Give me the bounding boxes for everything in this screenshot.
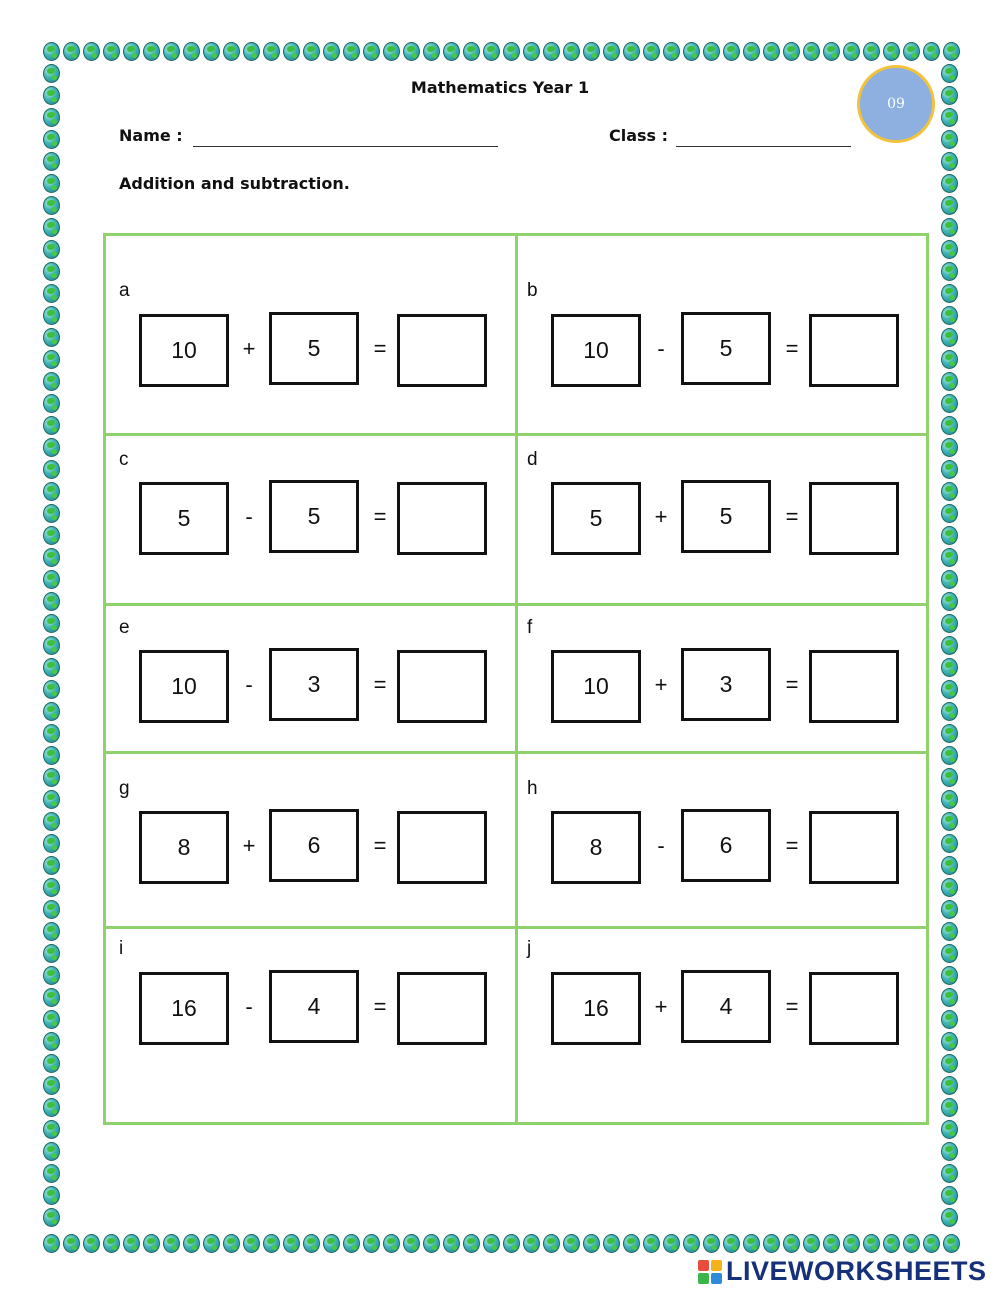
globe-icon bbox=[841, 1232, 861, 1254]
globe-icon bbox=[939, 986, 959, 1008]
globe-icon bbox=[501, 40, 521, 62]
globe-icon bbox=[41, 458, 61, 480]
globe-icon bbox=[41, 634, 61, 656]
problem-letter: j bbox=[527, 938, 532, 959]
globe-icon bbox=[861, 1232, 881, 1254]
answer-box[interactable] bbox=[397, 482, 487, 555]
globe-icon bbox=[401, 1232, 421, 1254]
operator-sign: + bbox=[654, 672, 668, 697]
globe-icon bbox=[41, 546, 61, 568]
problem-letter: h bbox=[527, 778, 538, 799]
globe-icon bbox=[61, 40, 81, 62]
globe-icon bbox=[321, 40, 341, 62]
globe-icon bbox=[361, 1232, 381, 1254]
globe-icon bbox=[939, 678, 959, 700]
globe-icon bbox=[761, 1232, 781, 1254]
globe-icon bbox=[541, 1232, 561, 1254]
globe-icon bbox=[41, 150, 61, 172]
globe-icon bbox=[581, 40, 601, 62]
globe-icon bbox=[901, 40, 921, 62]
grid-divider-row-2 bbox=[106, 603, 926, 606]
globe-icon bbox=[939, 282, 959, 304]
globe-icon bbox=[41, 876, 61, 898]
globe-icon bbox=[41, 1030, 61, 1052]
globe-icon bbox=[861, 40, 881, 62]
globe-icon bbox=[801, 40, 821, 62]
operator-sign: - bbox=[657, 833, 665, 858]
globe-icon bbox=[41, 766, 61, 788]
globe-icon bbox=[41, 194, 61, 216]
operand-box-right: 6 bbox=[269, 809, 359, 882]
decorative-border-bottom bbox=[41, 1232, 961, 1254]
globe-icon bbox=[201, 40, 221, 62]
worksheet-subtitle: Addition and subtraction. bbox=[119, 174, 350, 193]
globe-icon bbox=[521, 1232, 541, 1254]
globe-icon bbox=[939, 1008, 959, 1030]
equals-sign: = bbox=[785, 994, 799, 1019]
globe-icon bbox=[141, 1232, 161, 1254]
globe-icon bbox=[939, 612, 959, 634]
globe-icon bbox=[341, 40, 361, 62]
globe-icon bbox=[41, 920, 61, 942]
globe-icon bbox=[939, 238, 959, 260]
globe-icon bbox=[261, 40, 281, 62]
operand-box-right: 5 bbox=[681, 480, 771, 553]
grid-divider-vertical bbox=[515, 236, 518, 1122]
globe-icon bbox=[181, 1232, 201, 1254]
liveworksheets-logo bbox=[698, 1256, 987, 1287]
globe-icon bbox=[681, 1232, 701, 1254]
globe-icon bbox=[601, 40, 621, 62]
globe-icon bbox=[41, 260, 61, 282]
globe-icon bbox=[939, 722, 959, 744]
globe-icon bbox=[939, 568, 959, 590]
globe-icon bbox=[101, 40, 121, 62]
globe-icon bbox=[939, 854, 959, 876]
grid-divider-row-1 bbox=[106, 433, 926, 436]
globe-icon bbox=[41, 1118, 61, 1140]
name-label: Name : bbox=[119, 126, 183, 145]
globe-icon bbox=[41, 370, 61, 392]
globe-icon bbox=[361, 40, 381, 62]
worksheet-title: Mathematics Year 1 bbox=[410, 78, 590, 97]
grid-divider-row-3 bbox=[106, 751, 926, 754]
operator-sign: - bbox=[245, 504, 253, 529]
globe-icon bbox=[81, 40, 101, 62]
globe-icon bbox=[939, 964, 959, 986]
globe-icon bbox=[939, 392, 959, 414]
operator-sign: + bbox=[654, 994, 668, 1019]
globe-icon bbox=[939, 590, 959, 612]
globe-icon bbox=[41, 128, 61, 150]
operand-box-left: 5 bbox=[139, 482, 229, 555]
operand-box-left: 5 bbox=[551, 482, 641, 555]
globe-icon bbox=[181, 40, 201, 62]
globe-icon bbox=[939, 766, 959, 788]
globe-icon bbox=[161, 1232, 181, 1254]
answer-box[interactable] bbox=[809, 314, 899, 387]
globe-icon bbox=[281, 1232, 301, 1254]
problem-letter: i bbox=[119, 938, 124, 959]
globe-icon bbox=[701, 1232, 721, 1254]
globe-icon bbox=[421, 40, 441, 62]
globe-icon bbox=[301, 40, 321, 62]
globe-icon bbox=[41, 678, 61, 700]
globe-icon bbox=[941, 40, 961, 62]
globe-icon bbox=[481, 1232, 501, 1254]
operand-box-left: 10 bbox=[551, 650, 641, 723]
globe-icon bbox=[939, 1030, 959, 1052]
equals-sign: = bbox=[373, 994, 387, 1019]
globe-icon bbox=[301, 1232, 321, 1254]
globe-icon bbox=[241, 1232, 261, 1254]
answer-box[interactable] bbox=[809, 650, 899, 723]
globe-icon bbox=[41, 568, 61, 590]
globe-icon bbox=[801, 1232, 821, 1254]
globe-icon bbox=[41, 744, 61, 766]
globe-icon bbox=[939, 128, 959, 150]
globe-icon bbox=[41, 392, 61, 414]
globe-icon bbox=[41, 1162, 61, 1184]
class-input-line[interactable] bbox=[676, 146, 851, 147]
globe-icon bbox=[939, 194, 959, 216]
globe-icon bbox=[41, 348, 61, 370]
globe-icon bbox=[939, 744, 959, 766]
globe-icon bbox=[721, 1232, 741, 1254]
globe-icon bbox=[581, 1232, 601, 1254]
globe-icon bbox=[381, 40, 401, 62]
globe-icon bbox=[939, 810, 959, 832]
globe-icon bbox=[939, 898, 959, 920]
operator-sign: + bbox=[654, 504, 668, 529]
globe-icon bbox=[221, 1232, 241, 1254]
operand-box-left: 8 bbox=[139, 811, 229, 884]
globe-icon bbox=[939, 700, 959, 722]
globe-icon bbox=[41, 986, 61, 1008]
globe-icon bbox=[41, 810, 61, 832]
globe-icon bbox=[41, 722, 61, 744]
globe-icon bbox=[939, 370, 959, 392]
problem-letter: f bbox=[527, 617, 533, 638]
globe-icon bbox=[121, 40, 141, 62]
globe-icon bbox=[741, 40, 761, 62]
operator-sign: - bbox=[245, 672, 253, 697]
globe-icon bbox=[561, 1232, 581, 1254]
globe-icon bbox=[939, 480, 959, 502]
globe-icon bbox=[561, 40, 581, 62]
globe-icon bbox=[681, 40, 701, 62]
globe-icon bbox=[441, 40, 461, 62]
globe-icon bbox=[41, 1232, 61, 1254]
answer-box[interactable] bbox=[397, 650, 487, 723]
equals-sign: = bbox=[785, 672, 799, 697]
operand-box-right: 6 bbox=[681, 809, 771, 882]
grid-divider-row-4 bbox=[106, 926, 926, 929]
globe-icon bbox=[941, 1232, 961, 1254]
globe-icon bbox=[541, 40, 561, 62]
globe-icon bbox=[341, 1232, 361, 1254]
globe-icon bbox=[41, 326, 61, 348]
problem-letter: d bbox=[527, 449, 538, 470]
globe-icon bbox=[939, 524, 959, 546]
globe-icon bbox=[41, 282, 61, 304]
globe-icon bbox=[721, 40, 741, 62]
globe-icon bbox=[41, 898, 61, 920]
globe-icon bbox=[321, 1232, 341, 1254]
globe-icon bbox=[641, 1232, 661, 1254]
globe-icon bbox=[41, 1052, 61, 1074]
globe-icon bbox=[621, 40, 641, 62]
globe-icon bbox=[41, 106, 61, 128]
operand-box-right: 3 bbox=[269, 648, 359, 721]
globe-icon bbox=[601, 1232, 621, 1254]
globe-icon bbox=[939, 1206, 959, 1228]
globe-icon bbox=[939, 348, 959, 370]
globe-icon bbox=[741, 1232, 761, 1254]
equals-sign: = bbox=[373, 833, 387, 858]
decorative-border-top bbox=[41, 40, 961, 62]
problem-letter: a bbox=[119, 280, 130, 301]
equals-sign: = bbox=[373, 672, 387, 697]
globe-icon bbox=[41, 1206, 61, 1228]
operand-box-right: 5 bbox=[269, 312, 359, 385]
globe-icon bbox=[41, 964, 61, 986]
globe-icon bbox=[661, 40, 681, 62]
operand-box-left: 10 bbox=[139, 650, 229, 723]
globe-icon bbox=[881, 1232, 901, 1254]
globe-icon bbox=[121, 1232, 141, 1254]
operand-box-left: 10 bbox=[551, 314, 641, 387]
globe-icon bbox=[761, 40, 781, 62]
globe-icon bbox=[661, 1232, 681, 1254]
globe-icon bbox=[939, 260, 959, 282]
globe-icon bbox=[939, 788, 959, 810]
operand-box-left: 10 bbox=[139, 314, 229, 387]
operand-box-right: 3 bbox=[681, 648, 771, 721]
globe-icon bbox=[41, 172, 61, 194]
globe-icon bbox=[41, 480, 61, 502]
globe-icon bbox=[41, 502, 61, 524]
page-number-badge: 09 bbox=[857, 65, 935, 143]
globe-icon bbox=[41, 524, 61, 546]
equals-sign: = bbox=[373, 504, 387, 529]
problem-letter: c bbox=[119, 449, 129, 470]
decorative-border-left bbox=[41, 62, 61, 1228]
globe-icon bbox=[701, 40, 721, 62]
globe-icon bbox=[41, 216, 61, 238]
problem-letter: b bbox=[527, 280, 538, 301]
globe-icon bbox=[939, 546, 959, 568]
globe-icon bbox=[461, 40, 481, 62]
logo-mark-icon bbox=[698, 1260, 722, 1284]
globe-icon bbox=[641, 40, 661, 62]
globe-icon bbox=[939, 832, 959, 854]
globe-icon bbox=[939, 1162, 959, 1184]
operand-box-right: 5 bbox=[269, 480, 359, 553]
operand-box-right: 4 bbox=[269, 970, 359, 1043]
globe-icon bbox=[939, 172, 959, 194]
globe-icon bbox=[781, 40, 801, 62]
answer-box[interactable] bbox=[809, 482, 899, 555]
logo-text: LIVEWORKSHEETS bbox=[726, 1256, 987, 1286]
equals-sign: = bbox=[785, 833, 799, 858]
globe-icon bbox=[939, 414, 959, 436]
globe-icon bbox=[241, 40, 261, 62]
globe-icon bbox=[61, 1232, 81, 1254]
globe-icon bbox=[939, 876, 959, 898]
globe-icon bbox=[41, 832, 61, 854]
globe-icon bbox=[41, 854, 61, 876]
globe-icon bbox=[939, 1140, 959, 1162]
operand-box-right: 5 bbox=[681, 312, 771, 385]
globe-icon bbox=[939, 1074, 959, 1096]
globe-icon bbox=[41, 612, 61, 634]
globe-icon bbox=[821, 1232, 841, 1254]
operand-box-left: 16 bbox=[139, 972, 229, 1045]
globe-icon bbox=[41, 656, 61, 678]
globe-icon bbox=[481, 40, 501, 62]
name-input-line[interactable] bbox=[193, 146, 498, 147]
globe-icon bbox=[939, 304, 959, 326]
globe-icon bbox=[41, 304, 61, 326]
globe-icon bbox=[41, 1074, 61, 1096]
globe-icon bbox=[281, 40, 301, 62]
answer-box[interactable] bbox=[397, 314, 487, 387]
globe-icon bbox=[401, 40, 421, 62]
globe-icon bbox=[921, 40, 941, 62]
operand-box-left: 8 bbox=[551, 811, 641, 884]
globe-icon bbox=[781, 1232, 801, 1254]
problem-letter: g bbox=[119, 778, 130, 799]
equals-sign: = bbox=[785, 504, 799, 529]
globe-icon bbox=[81, 1232, 101, 1254]
globe-icon bbox=[41, 942, 61, 964]
globe-icon bbox=[41, 414, 61, 436]
globe-icon bbox=[441, 1232, 461, 1254]
operator-sign: - bbox=[657, 336, 665, 361]
equals-sign: = bbox=[785, 336, 799, 361]
answer-box[interactable] bbox=[809, 972, 899, 1045]
decorative-border-right bbox=[939, 62, 959, 1228]
equals-sign: = bbox=[373, 336, 387, 361]
globe-icon bbox=[939, 1118, 959, 1140]
globe-icon bbox=[939, 216, 959, 238]
globe-icon bbox=[41, 436, 61, 458]
globe-icon bbox=[41, 1184, 61, 1206]
globe-icon bbox=[921, 1232, 941, 1254]
globe-icon bbox=[201, 1232, 221, 1254]
answer-box[interactable] bbox=[397, 972, 487, 1045]
globe-icon bbox=[939, 436, 959, 458]
globe-icon bbox=[261, 1232, 281, 1254]
answer-box[interactable] bbox=[397, 811, 487, 884]
globe-icon bbox=[221, 40, 241, 62]
globe-icon bbox=[41, 590, 61, 612]
globe-icon bbox=[521, 40, 541, 62]
globe-icon bbox=[939, 502, 959, 524]
globe-icon bbox=[901, 1232, 921, 1254]
globe-icon bbox=[461, 1232, 481, 1254]
globe-icon bbox=[939, 106, 959, 128]
globe-icon bbox=[421, 1232, 441, 1254]
operator-sign: - bbox=[245, 994, 253, 1019]
class-label: Class : bbox=[609, 126, 669, 145]
globe-icon bbox=[821, 40, 841, 62]
globe-icon bbox=[41, 788, 61, 810]
globe-icon bbox=[939, 150, 959, 172]
globe-icon bbox=[939, 1184, 959, 1206]
problem-letter: e bbox=[119, 617, 130, 638]
globe-icon bbox=[939, 458, 959, 480]
operand-box-left: 16 bbox=[551, 972, 641, 1045]
globe-icon bbox=[41, 1008, 61, 1030]
globe-icon bbox=[501, 1232, 521, 1254]
globe-icon bbox=[381, 1232, 401, 1254]
answer-box[interactable] bbox=[809, 811, 899, 884]
globe-icon bbox=[41, 40, 61, 62]
globe-icon bbox=[41, 1096, 61, 1118]
globe-icon bbox=[41, 700, 61, 722]
globe-icon bbox=[939, 656, 959, 678]
globe-icon bbox=[41, 1140, 61, 1162]
globe-icon bbox=[939, 920, 959, 942]
globe-icon bbox=[841, 40, 861, 62]
operand-box-right: 4 bbox=[681, 970, 771, 1043]
globe-icon bbox=[939, 1052, 959, 1074]
globe-icon bbox=[939, 942, 959, 964]
globe-icon bbox=[881, 40, 901, 62]
globe-icon bbox=[939, 1096, 959, 1118]
globe-icon bbox=[161, 40, 181, 62]
globe-icon bbox=[939, 634, 959, 656]
globe-icon bbox=[41, 238, 61, 260]
operator-sign: + bbox=[242, 336, 256, 361]
operator-sign: + bbox=[242, 833, 256, 858]
globe-icon bbox=[939, 326, 959, 348]
globe-icon bbox=[101, 1232, 121, 1254]
globe-icon bbox=[141, 40, 161, 62]
globe-icon bbox=[621, 1232, 641, 1254]
